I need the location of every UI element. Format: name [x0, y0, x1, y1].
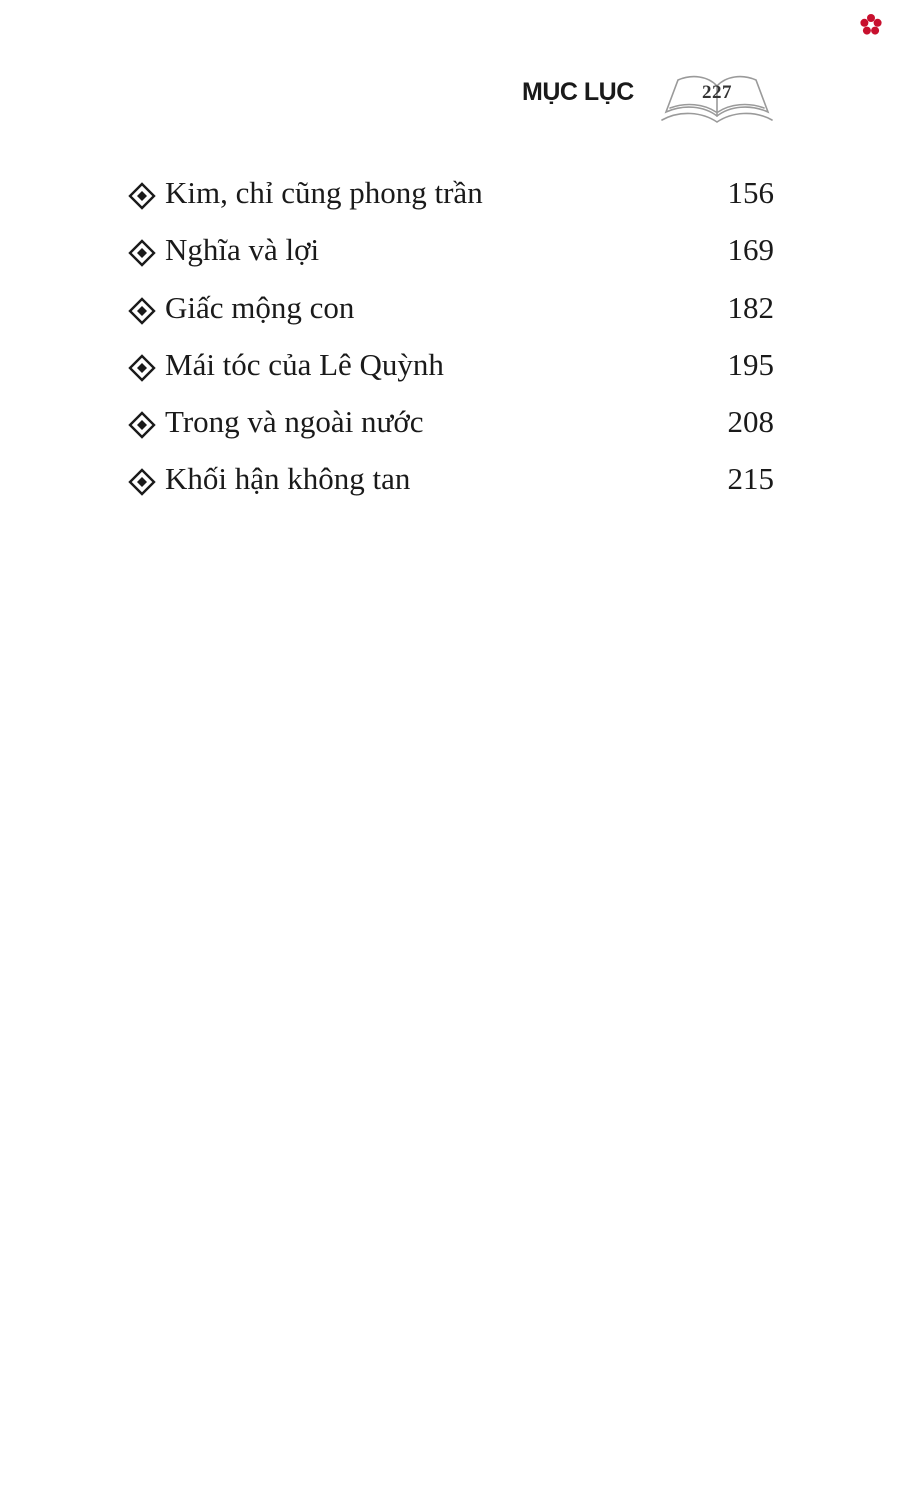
- toc-entry-title: Mái tóc của Lê Quỳnh: [165, 346, 444, 382]
- page-number: 227: [702, 82, 732, 103]
- toc-entry: [128, 287, 774, 344]
- toc-entry: [128, 344, 774, 401]
- toc-entry-page: 169: [727, 232, 774, 268]
- toc-entry-title: Trong và ngoài nước: [165, 404, 424, 440]
- table-of-contents: [128, 172, 774, 516]
- toc-entry-page: 156: [727, 175, 774, 210]
- diamond-bullet-icon: [128, 297, 156, 325]
- diamond-bullet-icon: [128, 411, 156, 439]
- diamond-bullet-icon: [128, 239, 156, 267]
- toc-entry: [128, 458, 774, 515]
- diamond-bullet-icon: [128, 468, 156, 496]
- flower-icon: [858, 12, 884, 38]
- diamond-bullet-icon: [128, 182, 156, 210]
- section-title: MỤC LỤC: [522, 78, 634, 106]
- toc-entry-page: 208: [727, 404, 774, 440]
- toc-entry-title: Kim, chỉ cũng phong trần: [165, 175, 483, 210]
- page-number-badge: [660, 72, 774, 128]
- toc-entry-page: 195: [727, 346, 774, 382]
- diamond-bullet-icon: [128, 354, 156, 382]
- toc-entry-title: Giấc mộng con: [165, 289, 355, 325]
- toc-entry: [128, 401, 774, 458]
- toc-entry-page: 182: [727, 289, 774, 325]
- toc-entry-title: Nghĩa và lợi: [165, 232, 320, 268]
- toc-entry: [128, 229, 774, 286]
- toc-entry: [128, 172, 774, 229]
- toc-entry-title: Khối hận không tan: [165, 461, 411, 497]
- toc-entry-page: 215: [727, 461, 774, 497]
